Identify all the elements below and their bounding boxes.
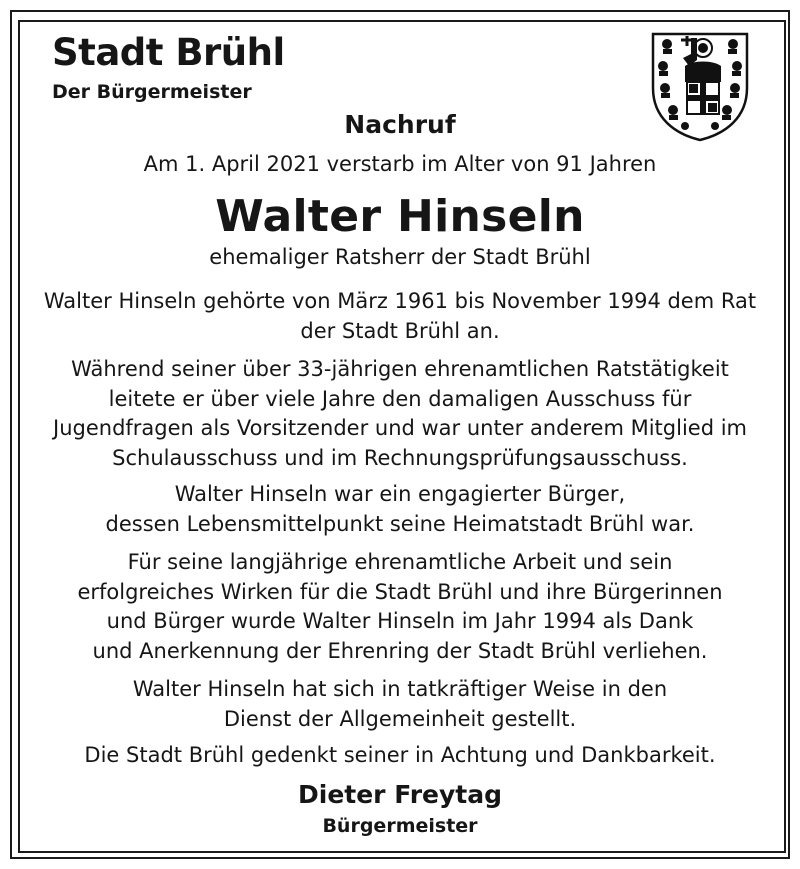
text-line: und Bürger wurde Walter Hinseln im Jahr 1994 als Dank: [106, 609, 694, 633]
text-line: Für seine langjährige ehrenamtliche Arbeit und sein: [127, 550, 673, 574]
notice-heading: Nachruf: [344, 110, 456, 139]
text-line: Walter Hinseln war ein engagierter Bürger,: [174, 482, 626, 506]
signer-title: Bürgermeister: [322, 815, 478, 837]
text-line: Schulausschuss und im Rechnungsprüfungsausschuss.: [112, 445, 688, 470]
paragraph-honor-ring: [40, 548, 760, 666]
text-line: der Stadt Brühl an.: [300, 318, 500, 343]
text-line: erfolgreiches Wirken für die Stadt Brühl und ihre Bürgerinnen: [77, 579, 723, 604]
text-line: Während seiner über 33-jährigen ehrenamtlichen Ratstätigkeit: [71, 357, 729, 381]
org-subtitle: Der Bürgermeister: [52, 81, 252, 103]
text-line: Walter Hinseln gehörte von März 1961 bis November 1994 dem Rat: [43, 289, 757, 313]
deceased-name: Walter Hinseln: [215, 191, 585, 242]
text-line: dessen Lebensmittelpunkt seine Heimatstadt Brühl war.: [105, 511, 695, 536]
death-announcement: Am 1. April 2021 verstarb im Alter von 91 Jahren: [143, 152, 657, 176]
text-line: Walter Hinseln hat sich in tatkräftiger Weise in den: [132, 677, 668, 701]
text-line: Die Stadt Brühl gedenkt seiner in Achtung und Dankbarkeit.: [84, 743, 716, 767]
text-line: leitete er über viele Jahre den damaligen Ausschuss für: [108, 386, 692, 411]
org-name: Stadt Brühl: [52, 31, 285, 74]
paragraph-remembrance: [40, 741, 760, 771]
text-line: Dienst der Allgemeinheit gestellt.: [223, 706, 577, 731]
text-line: und Anerkennung der Ehrenring der Stadt Brühl verliehen.: [92, 638, 708, 663]
paragraph-public-service: [40, 675, 760, 734]
text-line: Jugendfragen als Vorsitzender und war unter anderem Mitglied im: [53, 416, 747, 440]
deceased-role: ehemaliger Ratsherr der Stadt Brühl: [209, 245, 591, 269]
paragraph-committee-work: [40, 355, 760, 473]
paragraph-engaged-citizen: [40, 480, 760, 539]
signer-name: Dieter Freytag: [298, 780, 502, 809]
paragraph-council-membership: [40, 287, 760, 346]
